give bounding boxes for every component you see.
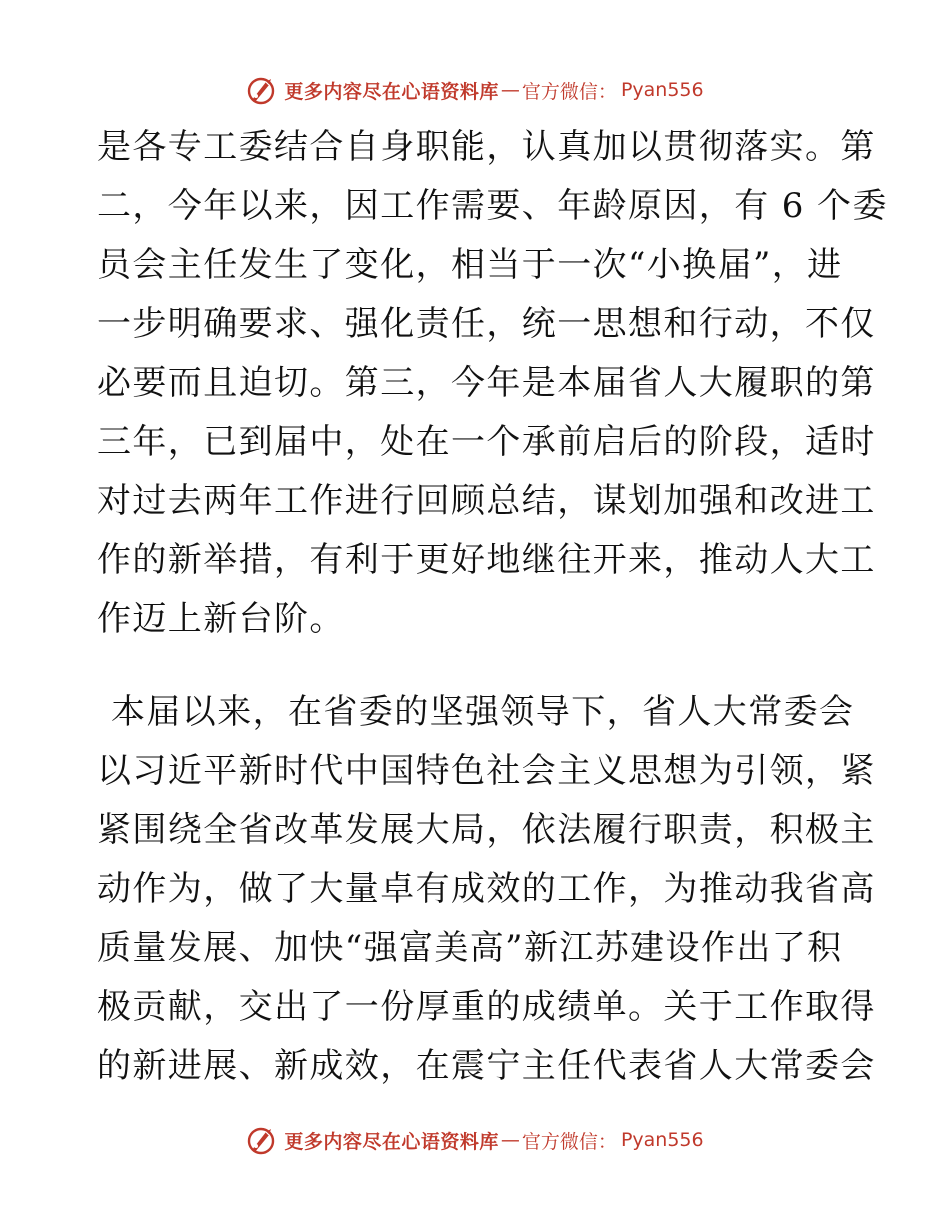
banner-separator: — [500, 79, 520, 101]
pen-logo-icon [246, 1124, 278, 1156]
text-line: 质量发展、加快“强富美高”新江苏建设作出了积 [97, 928, 843, 968]
banner-wechat-label: 官方微信： [521, 1130, 617, 1153]
banner-wechat-id: Pyan556 [620, 1129, 704, 1151]
text-line: 是各专工委结合自身职能，认真加以贯彻落实。第 [97, 127, 876, 167]
text-line: 本届以来，在省委的坚强领导下，省人大常委会 [111, 692, 855, 732]
paragraph-gap [97, 649, 853, 683]
header-watermark-banner [0, 72, 950, 108]
text-line: 必要而且迫切。第三，今年是本届省人大履职的第 [97, 363, 876, 403]
paragraph-2 [97, 683, 876, 1096]
text-line: 一步明确要求、强化责任，统一思想和行动，不仅 [97, 304, 876, 344]
text-line: 对过去两年工作进行回顾总结，谋划加强和改进工 [97, 481, 876, 521]
banner-wechat-label: 官方微信： [521, 80, 617, 103]
text-line: 紧围绕全省改革发展大局，依法履行职责，积极主 [97, 810, 876, 850]
text-line: 的新进展、新成效，在震宁主任代表省人大常委会 [97, 1046, 876, 1086]
pen-logo-icon [246, 74, 278, 106]
banner-wechat-id: Pyan556 [620, 79, 704, 101]
text-line: 动作为，做了大量卓有成效的工作，为推动我省高 [97, 869, 876, 909]
text-line: 以习近平新时代中国特色社会主义思想为引领，紧 [97, 751, 876, 791]
text-line: 二，今年以来，因工作需要、年龄原因，有 6 个委 [97, 186, 888, 226]
document-body [97, 118, 888, 1096]
text-line: 作的新举措，有利于更好地继往开来，推动人大工 [97, 540, 876, 580]
banner-main-text: 更多内容尽在心语资料库 [284, 80, 499, 103]
text-line: 三年，已到届中，处在一个承前启后的阶段，适时 [97, 422, 876, 462]
banner-main-text: 更多内容尽在心语资料库 [284, 1130, 499, 1153]
footer-watermark-banner [0, 1122, 950, 1158]
text-line: 极贡献，交出了一份厚重的成绩单。关于工作取得 [97, 987, 876, 1027]
text-line: 作迈上新台阶。 [97, 599, 345, 639]
text-line: 员会主任发生了变化，相当于一次“小换届”，进 [97, 245, 843, 285]
paragraph-1 [97, 118, 888, 649]
banner-separator: — [500, 1129, 520, 1151]
